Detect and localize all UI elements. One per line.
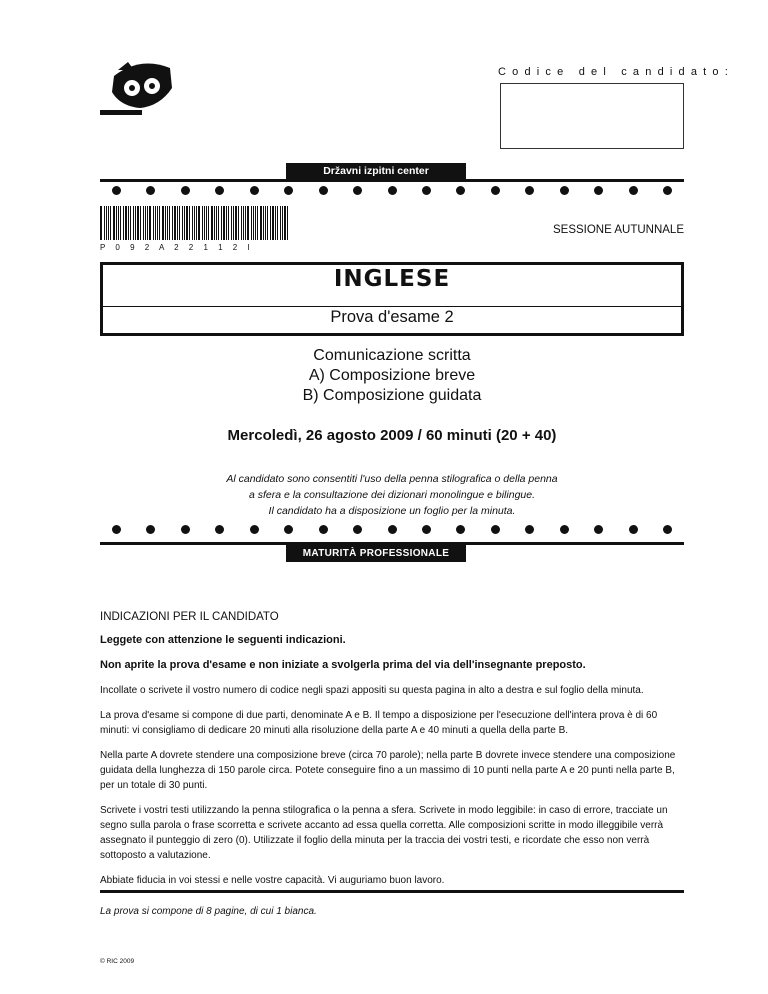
note-line: Al candidato sono consentiti l'uso della penna stilografica o della penna xyxy=(226,473,558,485)
exam-level-banner: MATURITÀ PROFESSIONALE xyxy=(286,545,466,562)
instructions-paragraph: La prova d'esame si compone di due parti, denominate A e B. Il tempo a disposizione per l'esecuzione dell'intera prova è di 60 minuti: vi consigliamo di dedicare 20 minuti alla risoluzione della parte A e 40 minuti a quella della parte B. xyxy=(100,710,658,736)
instructions-bold-line: Non aprite la prova d'esame e non iniziate a svolgerla prima del via dell'insegnante preposto. xyxy=(100,659,586,671)
exam-part-line: B) Composizione guidata xyxy=(302,387,482,404)
exam-subject-title: INGLESE xyxy=(333,266,451,292)
owl-logo-icon xyxy=(100,58,180,116)
dot-row-bottom xyxy=(112,525,672,537)
instructions-paragraph: Incollate o scrivete il vostro numero di codice negli spazi appositi su questa pagina in alto a destra e sul foglio della minuta. xyxy=(100,685,644,696)
title-divider xyxy=(103,306,681,307)
dot-row-top xyxy=(112,186,672,198)
instructions-section xyxy=(100,611,684,898)
footer-rule xyxy=(100,890,684,893)
barcode-icon xyxy=(100,206,292,240)
exam-center-banner: Državni izpitni center xyxy=(286,163,466,179)
instructions-paragraph: Scrivete i vostri testi utilizzando la penna stilografica o la penna a sfera. Scrivete in modo leggibile: in caso di errore, tracciate un segno sulla parola o frase scorretta e scrivete accanto ad essa quella corretta. Alle composizioni scritte in modo illeggibile verrà assegnato il punteggio di zero (0). Utilizzate il foglio della minuta per la traccia dei vostri testi, e ricordate che esso non verrà sottoposto a valutazione. xyxy=(100,805,668,861)
exam-part-line: A) Composizione breve xyxy=(308,367,476,384)
page-count-note: La prova si compone di 8 pagine, di cui 1 bianca. xyxy=(100,906,317,917)
instructions-paragraph: Nella parte A dovrete stendere una composizione breve (circa 70 parole); nella parte B dovrete invece stendere una composizione guidata della lunghezza di 150 parole circa. Potete conseguire fino a un massimo di 10 punti nella parte A e 20 punti nella parte B, per un totale di 30 punti. xyxy=(100,750,676,791)
copyright-text: © RIC 2009 xyxy=(100,958,135,965)
instructions-paragraph: Abbiate fiducia in voi stessi e nelle vostre capacità. Vi auguriamo buon lavoro. xyxy=(100,875,445,886)
allowed-materials-note xyxy=(100,471,684,519)
exam-date-duration: Mercoledì, 26 agosto 2009 / 60 minuti (20 + 40) xyxy=(227,427,557,444)
exam-part-line: Comunicazione scritta xyxy=(313,347,471,364)
session-label: SESSIONE AUTUNNALE xyxy=(552,224,684,236)
exam-parts xyxy=(100,346,684,406)
barcode-text: P 0 9 2 A 2 2 1 1 2 I xyxy=(100,243,250,252)
instructions-heading: INDICAZIONI PER IL CANDIDATO xyxy=(100,611,279,623)
note-line: a sfera e la consultazione dei dizionari monolingue e bilingue. xyxy=(248,489,536,501)
instructions-bold-line: Leggete con attenzione le seguenti indicazioni. xyxy=(100,634,346,646)
note-line: Il candidato ha a disposizione un foglio per la minuta. xyxy=(268,505,516,517)
candidate-code-field[interactable] xyxy=(500,83,684,149)
exam-paper-subtitle: Prova d'esame 2 xyxy=(330,308,454,326)
candidate-code-label: Codice del candidato: xyxy=(498,66,734,78)
top-rule xyxy=(100,179,684,182)
